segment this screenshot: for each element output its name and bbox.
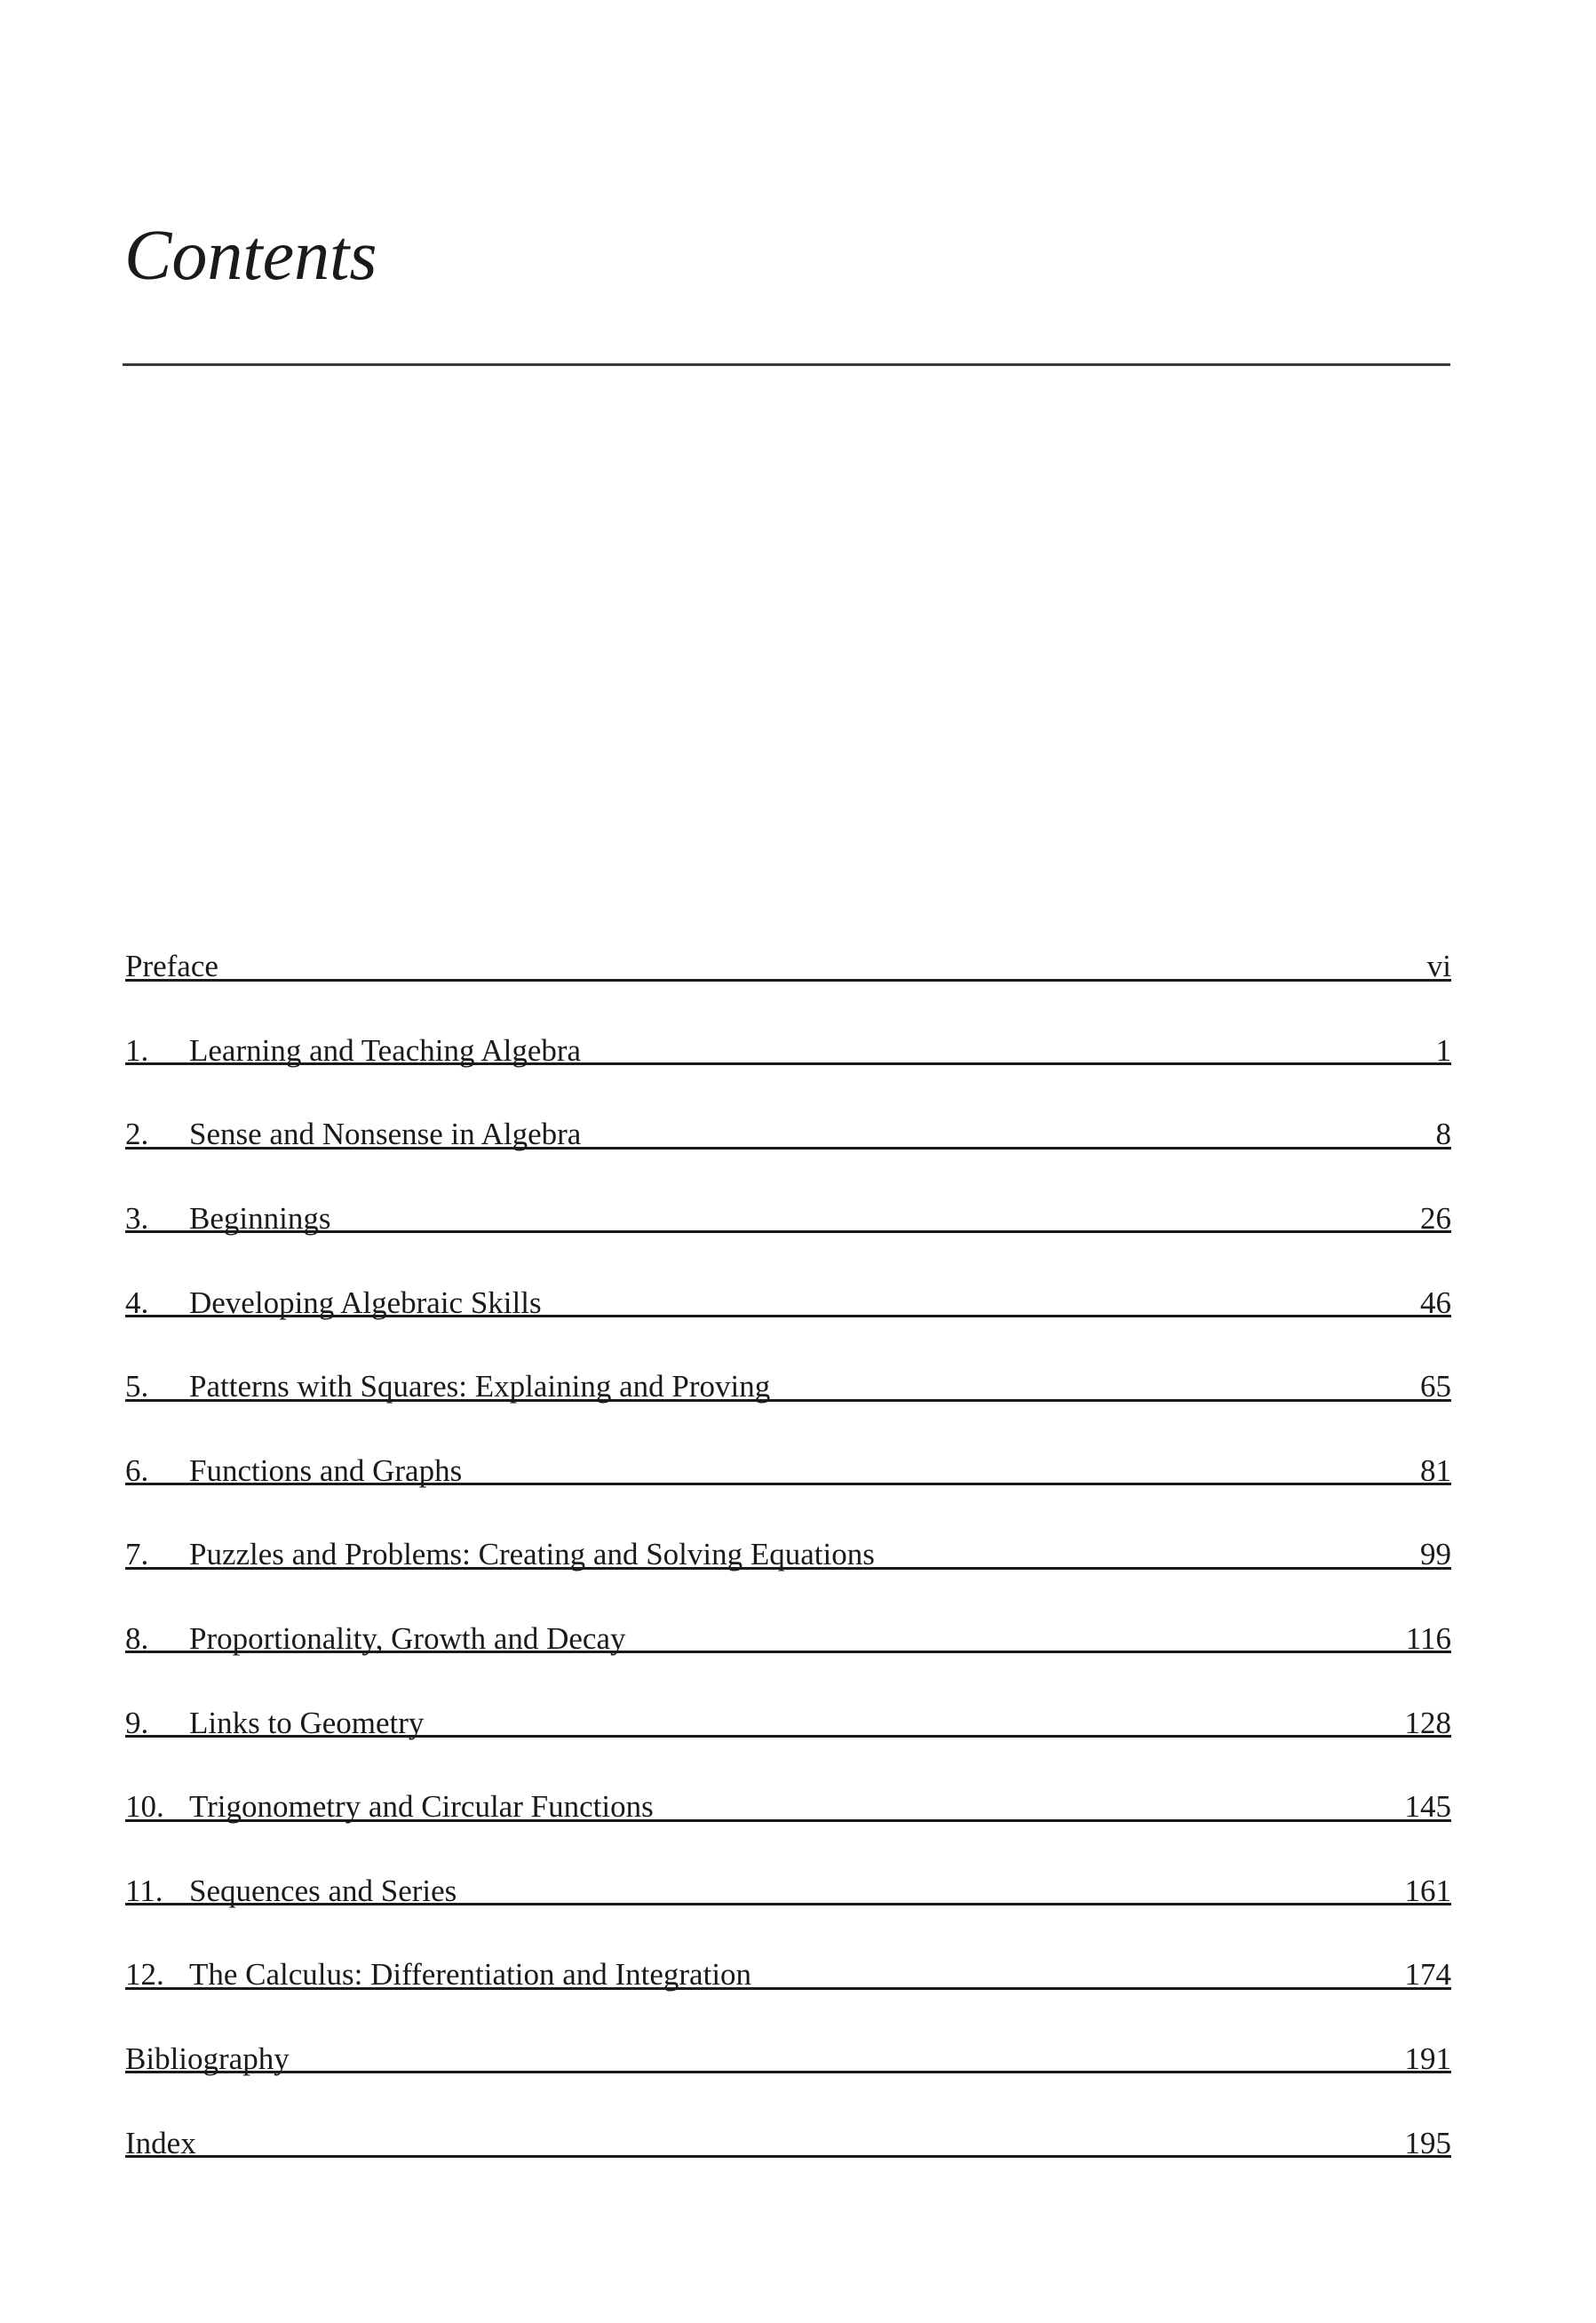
chapter-number: 3. — [125, 1201, 149, 1237]
chapter-number: 11. — [125, 1873, 163, 1908]
page-number: 8 — [1435, 1117, 1451, 1152]
page-number: 128 — [1404, 1705, 1451, 1740]
entry-title: Bibliography — [125, 2041, 290, 2077]
toc-entry[interactable] — [125, 1905, 1451, 1993]
toc-entry[interactable] — [125, 982, 1451, 1066]
entry-title: Links to Geometry — [189, 1705, 425, 1740]
toc-entry[interactable] — [125, 1233, 1451, 1320]
page-number: 1 — [1435, 1032, 1451, 1068]
chapter-number: 1. — [125, 1032, 149, 1068]
entry-title: Learning and Teaching Algebra — [189, 1032, 582, 1068]
toc-entry[interactable] — [125, 2073, 1451, 2158]
toc-entry[interactable] — [125, 1150, 1451, 1237]
toc-entry[interactable] — [125, 1990, 1451, 2077]
page-number: 99 — [1420, 1537, 1451, 1572]
page-number: 161 — [1404, 1873, 1451, 1908]
entry-title: Puzzles and Problems: Creating and Solving Equations — [189, 1537, 875, 1572]
chapter-number: 7. — [125, 1537, 149, 1572]
page-number: 65 — [1420, 1369, 1451, 1404]
page-number: 191 — [1404, 2041, 1451, 2077]
toc-entry[interactable] — [125, 1065, 1451, 1150]
page-number: 145 — [1404, 1789, 1451, 1825]
toc-entry[interactable] — [125, 1738, 1451, 1825]
entry-title: Index — [125, 2125, 196, 2160]
page-number: 195 — [1404, 2125, 1451, 2160]
page-number: 26 — [1420, 1201, 1451, 1237]
toc-entry[interactable] — [125, 1485, 1451, 1570]
chapter-number: 9. — [125, 1705, 149, 1740]
page-number: 46 — [1420, 1285, 1451, 1320]
toc-entry[interactable] — [125, 1570, 1451, 1657]
page-title: Contents — [124, 217, 377, 295]
toc-entry[interactable] — [125, 1822, 1451, 1906]
chapter-number: 4. — [125, 1285, 149, 1320]
chapter-number: 6. — [125, 1452, 149, 1488]
entry-title: Beginnings — [189, 1201, 331, 1237]
toc-entry[interactable] — [125, 1653, 1451, 1738]
chapter-number: 2. — [125, 1117, 149, 1152]
chapter-number: 5. — [125, 1369, 149, 1404]
entry-title: The Calculus: Differentiation and Integration — [189, 1957, 752, 1993]
toc-entry[interactable] — [125, 1317, 1451, 1402]
entry-title: Developing Algebraic Skills — [189, 1285, 542, 1320]
chapter-number: 8. — [125, 1621, 149, 1657]
chapter-number: 10. — [125, 1789, 164, 1825]
chapter-number: 12. — [125, 1957, 164, 1993]
page-number: 174 — [1404, 1957, 1451, 1993]
title-divider — [123, 363, 1450, 366]
entry-title: Trigonometry and Circular Functions — [189, 1789, 654, 1825]
page-number: 81 — [1420, 1452, 1451, 1488]
entry-title: Patterns with Squares: Explaining and Proving — [189, 1369, 771, 1404]
entry-title: Sequences and Series — [189, 1873, 457, 1908]
toc-entry[interactable] — [125, 1402, 1451, 1486]
toc-entry[interactable] — [125, 897, 1451, 982]
entry-title: Sense and Nonsense in Algebra — [189, 1117, 582, 1152]
table-of-contents — [125, 897, 1451, 2158]
entry-title: Preface — [125, 949, 218, 984]
page-number: 116 — [1405, 1621, 1451, 1657]
page-number: vi — [1426, 949, 1451, 984]
entry-title: Proportionality, Growth and Decay — [189, 1621, 626, 1657]
entry-title: Functions and Graphs — [189, 1452, 463, 1488]
